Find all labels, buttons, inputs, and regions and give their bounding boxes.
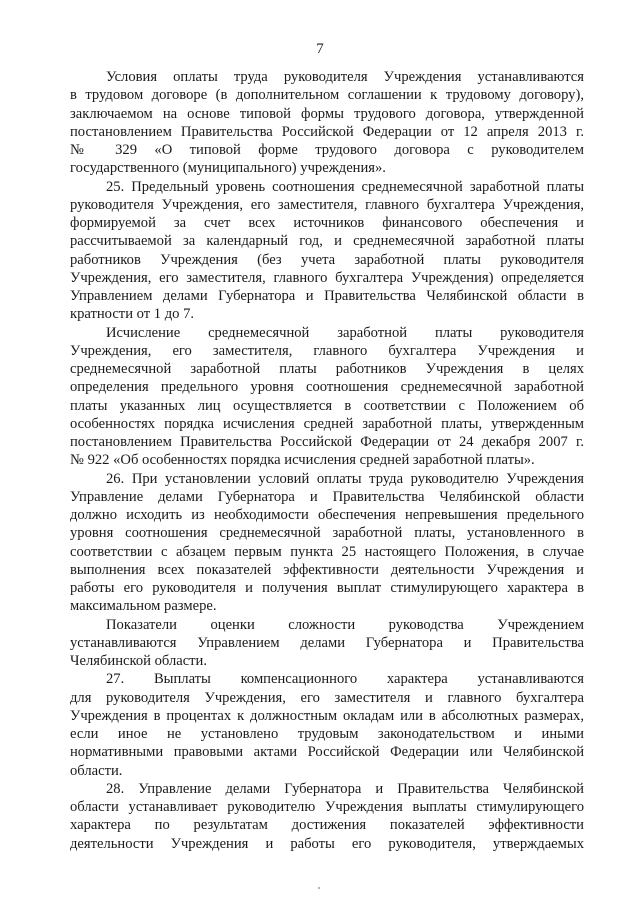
- text-line: Условия оплаты труда руководителя Учреждения устанавливаются: [106, 69, 584, 85]
- text-line: области устанавливает руководителю Учреждения выплаты стимулирующего: [70, 799, 584, 815]
- text-line: руководителя Учреждения, его заместителя, главного бухгалтера Учреждения,: [70, 196, 584, 213]
- text-line: 28. Управление делами Губернатора и Правительства Челябинской: [106, 780, 584, 797]
- paragraph: [70, 324, 584, 470]
- text-line: платы указанных лиц осуществляется в соответствии с Положением об: [70, 397, 584, 414]
- text-line: постановлением Правительства Российской Федерации от 12 апреля 2013 г.: [70, 123, 584, 140]
- paragraph: [70, 670, 584, 780]
- text-line: для руководителя Учреждения, его заместителя и главного бухгалтера: [70, 689, 584, 706]
- text-line: формируемой за счет всех источников финансового обеспечения и: [70, 215, 584, 231]
- text-line: кратности от 1 до 7.: [70, 306, 195, 323]
- text-line: максимальном размере.: [70, 598, 217, 615]
- paragraph: [70, 178, 584, 324]
- text-line: работы его руководителя и получения выплат стимулирующего характера в: [70, 580, 584, 596]
- text-line: в трудовом договоре (в дополнительном соглашении к трудовому договору),: [70, 87, 584, 104]
- text-line: Исчисление среднемесячной заработной платы руководителя: [106, 324, 584, 341]
- text-line: устанавливаются Управлением делами Губернатора и Правительства: [70, 634, 584, 651]
- paragraph: [70, 470, 584, 616]
- text-line: деятельности Учреждения и работы его руководителя, утверждаемых: [70, 835, 584, 852]
- text-line: уровня соотношения среднемесячной заработной платы, установленного в: [70, 525, 584, 542]
- text-line: выполнения всех показателей эффективности деятельности Учреждения и: [70, 561, 584, 578]
- page-number: 7: [316, 41, 324, 57]
- text-line: Учреждения, его заместителя, главного бухгалтера Учреждения) определяется: [70, 269, 584, 286]
- text-line: если иное не установлено трудовым законодательством и иными: [70, 726, 584, 742]
- text-line: заключаемом на основе типовой формы трудового договора, утвержденной: [70, 105, 584, 122]
- text-line: 25. Предельный уровень соотношения среднемесячной заработной платы: [106, 178, 584, 195]
- text-line: определения предельного уровня соотношения среднемесячной заработной: [70, 379, 584, 396]
- paragraph: [70, 780, 584, 853]
- text-line: области.: [70, 762, 123, 779]
- text-line: Учреждения в процентах к должностным окладам или в абсолютных размерах,: [70, 707, 584, 724]
- text-line: № 329 «О типовой форме трудового договора с руководителем: [70, 142, 584, 158]
- text-line: Учреждения, его заместителя, главного бухгалтера Учреждения и: [70, 342, 584, 359]
- text-line: Показатели оценки сложности руководства Учреждением: [106, 616, 584, 633]
- text-line: Управлением делами Губернатора и Правительства Челябинской области в: [70, 288, 584, 304]
- text-line: работников Учреждения (без учета заработной платы руководителя: [70, 251, 584, 268]
- text-line: Управление делами Губернатора и Правительства Челябинской области: [70, 488, 584, 505]
- paragraph: [70, 68, 584, 178]
- scan-speck: [318, 887, 320, 889]
- document-body: [70, 68, 584, 853]
- text-line: характера по результатам достижения показателей эффективности: [70, 817, 584, 834]
- text-line: нормативными правовыми актами Российской Федерации или Челябинской: [70, 744, 584, 761]
- text-line: должно исходить из необходимости обеспечения непревышения предельного: [70, 507, 584, 523]
- text-line: 26. При установлении условий оплаты труда руководителю Учреждения: [106, 470, 584, 487]
- text-line: Челябинской области.: [70, 653, 208, 669]
- text-line: постановлением Правительства Российской Федерации от 24 декабря 2007 г.: [70, 434, 584, 450]
- text-line: среднемесячной заработной платы работников Учреждения в целях: [70, 361, 584, 377]
- text-line: особенностях порядка исчисления средней заработной платы, утвержденным: [70, 415, 584, 432]
- text-line: государственного (муниципального) учреждения».: [70, 160, 386, 177]
- text-line: соответствии с абзацем первым пункта 25 настоящего Положения, в случае: [70, 543, 584, 560]
- paragraph: [70, 616, 584, 671]
- text-line: № 922 «Об особенностях порядка исчисления средней заработной платы».: [70, 452, 535, 469]
- text-line: 27. Выплаты компенсационного характера устанавливаются: [106, 671, 584, 688]
- text-line: рассчитываемой за календарный год, и среднемесячной заработной платы: [70, 233, 584, 250]
